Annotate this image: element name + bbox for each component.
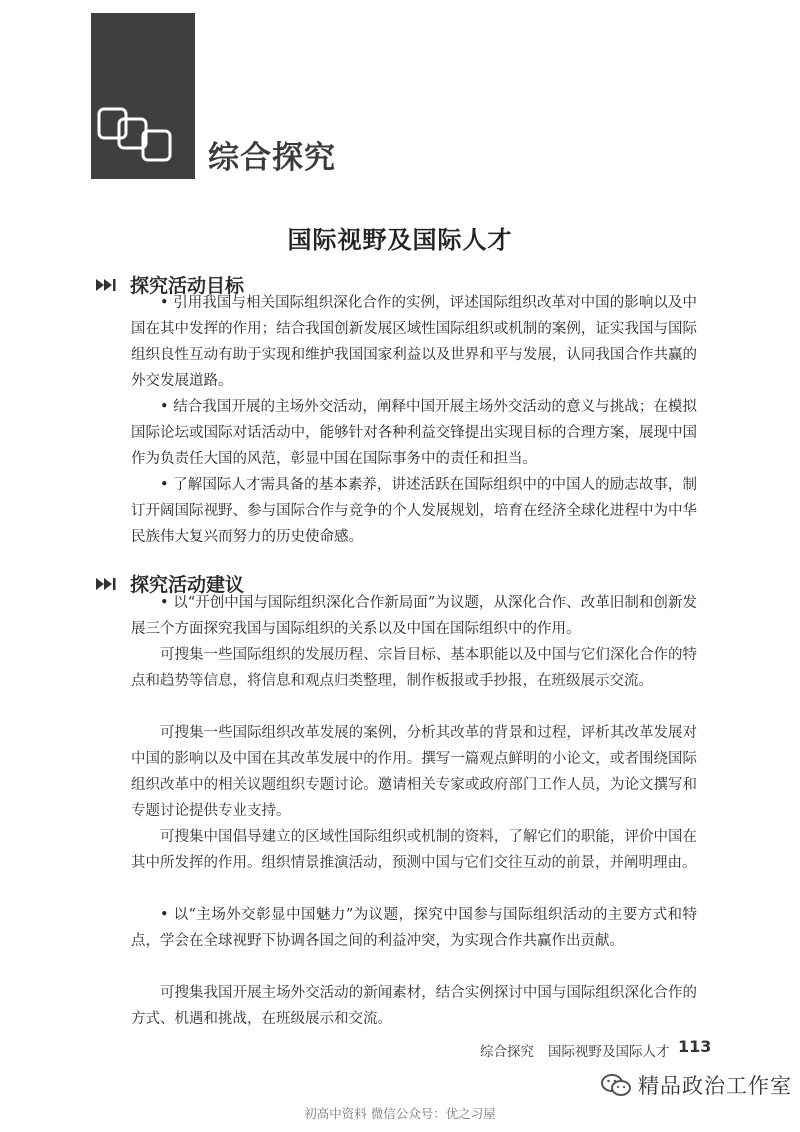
running-footer-chapter: 综合探究	[480, 1044, 534, 1060]
double-arrow-icon	[94, 277, 118, 293]
suggestion-paragraph: 可搜集一些国际组织的发展历程、宗旨目标、基本职能以及中国与它们深化合作的特点和趋势等信息，将信息和观点归类整理，制作板报或手抄报，在班级展示交流。	[131, 647, 697, 689]
goal-paragraph: • 结合我国开展的主场外交活动，阐释中国开展主场外交活动的意义与挑战；在模拟国际论坛或国际对话活动中，能够针对各种利益交锋提出实现目标的合理方案，展现中国作为负责任大国的风范，彰显中国在国际事务中的责任和担当。	[131, 399, 697, 467]
source-caption: 初高中资料 微信公众号：优之习屋	[304, 1106, 496, 1121]
suggestion-paragraph: • 以“主场外交彰显中国魅力”为议题，探究中国参与国际组织活动的主要方式和特点，学会在全球视野下协调各国之间的利益冲突，为实现合作共赢作出贡献。	[131, 907, 697, 949]
watermark	[600, 1070, 792, 1100]
goal-paragraph: • 了解国际人才需具备的基本素养，讲述活跃在国际组织中的中国人的励志故事，制订开阔国际视野、参与国际合作与竞争的个人发展规划，培育在经济全球化进程中为中华民族伟大复兴而努力的历史使命感。	[131, 477, 697, 545]
section-heading: 探究活动目标	[130, 275, 245, 297]
watermark-text: 精品政治工作室	[638, 1074, 792, 1098]
goal-paragraph: • 引用我国与相关国际组织深化合作的实例，评述国际组织改革对中国的影响以及中国在其中发挥的作用；结合我国创新发展区域性国际组织或机制的案例，证实我国与国际组织良性互动有助于实现和维护我国国家利益以及世界和平与发展，认同我国合作共赢的外交发展道路。	[131, 295, 697, 389]
double-arrow-icon	[94, 576, 118, 592]
suggestion-paragraph: 可搜集中国倡导建立的区域性国际组织或机制的资料，了解它们的职能，评价中国在其中所发挥的作用。组织情景推演活动，预测中国与它们交往互动的前景，并阐明理由。	[131, 829, 697, 871]
running-footer-topic: 国际视野及国际人才	[548, 1044, 670, 1060]
page-number: 113	[678, 1037, 712, 1056]
suggestion-paragraph: 可搜集我国开展主场外交活动的新闻素材，结合实例探讨中国与国际组织深化合作的方式、机遇和挑战，在班级展示和交流。	[131, 985, 697, 1027]
suggestion-paragraph: • 以“开创中国与国际组织深化合作新局面”为议题，从深化合作、改革旧制和创新发展三个方面探究我国与国际组织的关系以及中国在国际组织中的作用。	[131, 595, 697, 637]
linked-squares-icon	[96, 100, 180, 170]
running-footer	[480, 1040, 670, 1060]
chapter-title: 综合探究	[208, 140, 336, 176]
wechat-icon	[600, 1073, 632, 1097]
topic-title: 国际视野及国际人才	[287, 225, 513, 254]
section-heading: 探究活动建议	[130, 574, 245, 596]
suggestion-paragraph: 可搜集一些国际组织改革发展的案例，分析其改革的背景和过程，评析其改革发展对中国的影响以及中国在其改革发展中的作用。撰写一篇观点鲜明的小论文，或者围绕国际组织改革中的相关议题组织专题讨论。邀请相关专家或政府部门工作人员，为论文撰写和专题讨论提供专业支持。	[131, 725, 697, 819]
